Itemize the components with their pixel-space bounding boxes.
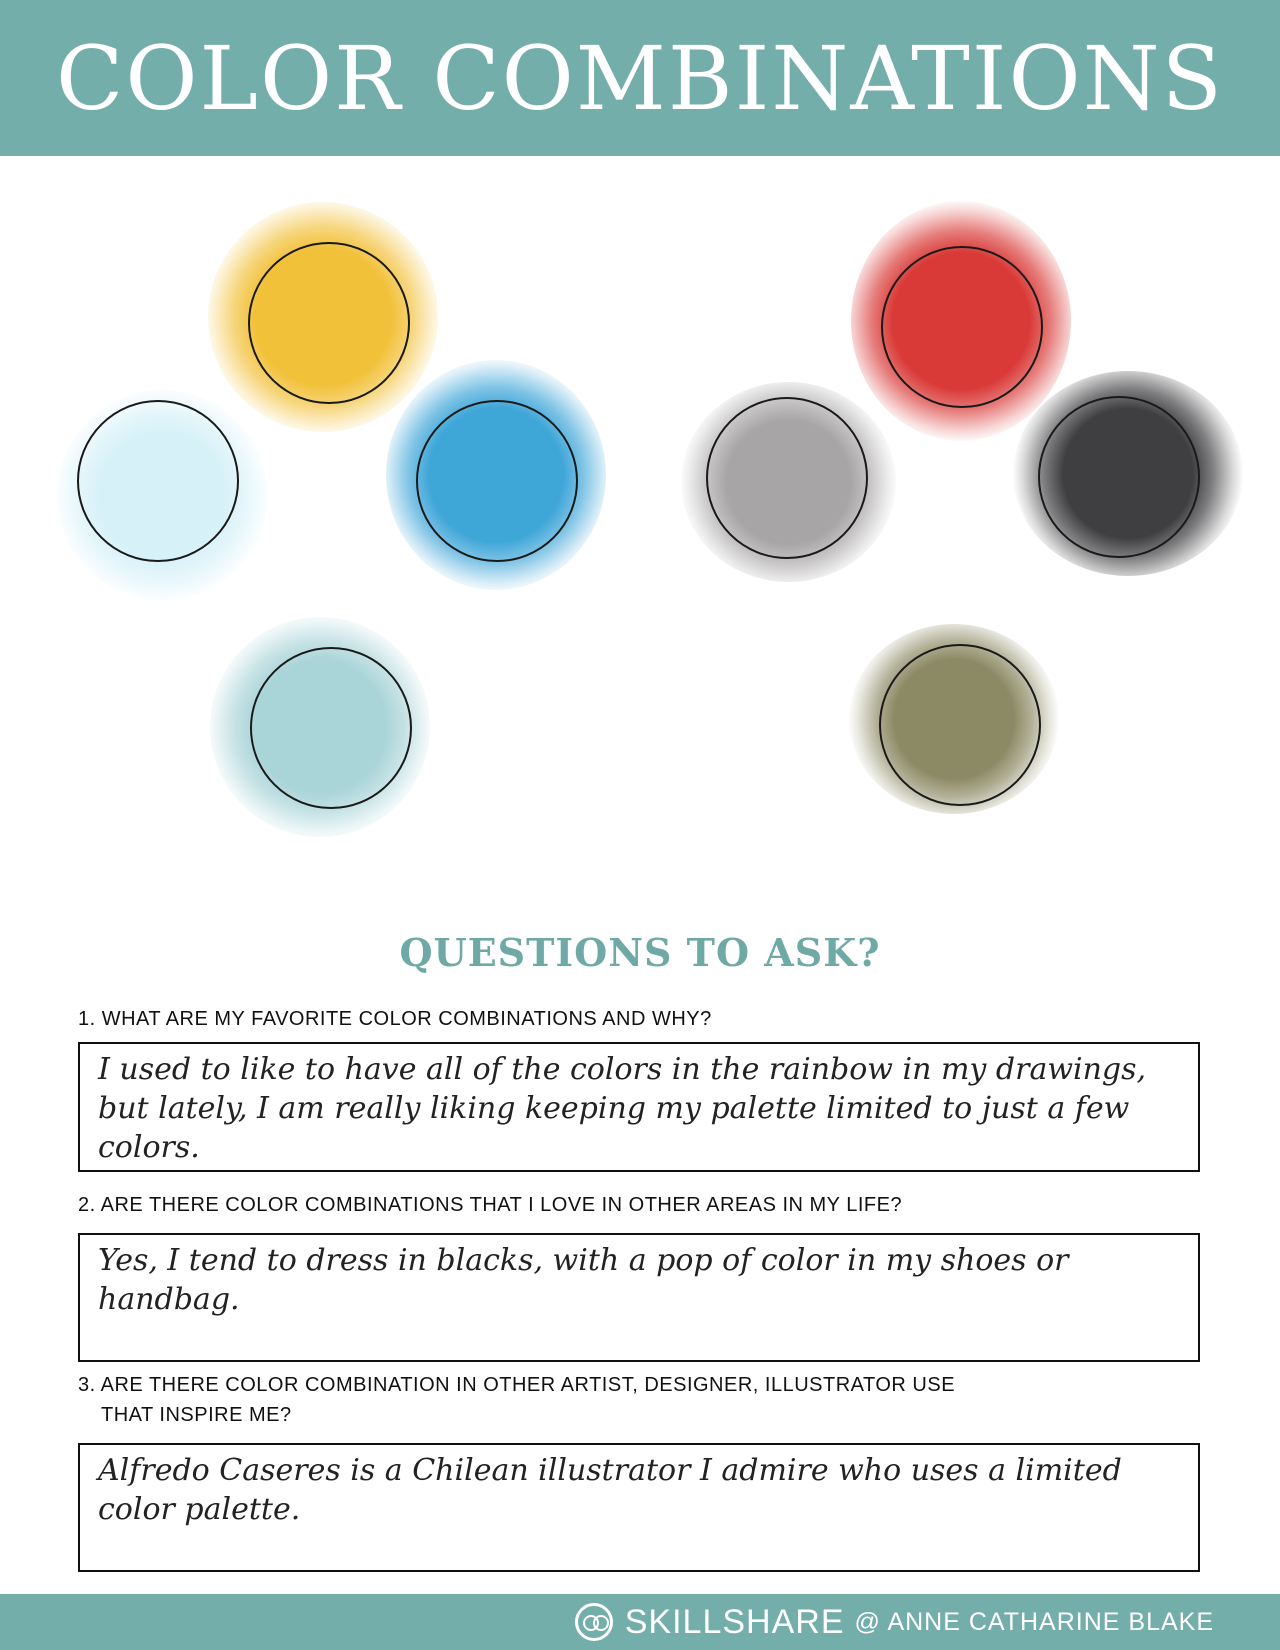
answer-2-text: Yes, I tend to dress in blacks, with a pop of color in my shoes or handbag. [98,1243,1069,1317]
palette-area [0,156,1280,916]
brand-name: SKILLSHARE [624,1602,845,1641]
question-1 [78,1004,712,1034]
swatch-ring [1038,396,1200,558]
swatch-olive [879,644,1041,806]
swatch-red [881,246,1043,408]
author-credit: @ ANNE CATHARINE BLAKE [854,1607,1214,1636]
swatch-ring [416,400,578,562]
page-title: COLOR COMBINATIONS [56,26,1224,130]
question-1-text: 1. WHAT ARE MY FAVORITE COLOR COMBINATIONS AND WHY? [78,1008,712,1030]
swatch-ring [250,647,412,809]
swatch-teal [250,647,412,809]
question-3 [78,1370,955,1430]
question-3-text: 3. ARE THERE COLOR COMBINATION IN OTHER ARTIST, DESIGNER, ILLUSTRATOR USE [78,1374,956,1396]
question-2 [78,1190,902,1220]
swatch-blue [416,400,578,562]
answer-3-text: Alfredo Caseres is a Chilean illustrator I admire who uses a limited color palette. [98,1453,1122,1527]
skillshare-logo-icon [575,1603,613,1641]
swatch-yellow [248,242,410,404]
answer-1-text: I used to like to have all of the colors in the rainbow in my drawings, but lately, I am really liking keeping my palette limited to just a few colors. [98,1052,1147,1165]
swatch-charcoal [1038,396,1200,558]
question-2-text: 2. ARE THERE COLOR COMBINATIONS THAT I LOVE IN OTHER AREAS IN MY LIFE? [78,1194,903,1216]
swatch-ring [248,242,410,404]
swatch-ring [881,246,1043,408]
question-3-text-line-2: THAT INSPIRE ME? [101,1404,292,1426]
answer-box-2[interactable] [78,1233,1200,1362]
questions-heading: QUESTIONS TO ASK? [399,930,881,975]
swatch-ring [879,644,1041,806]
answer-box-1[interactable] [78,1042,1200,1172]
swatch-light-blue [77,400,239,562]
page-footer [0,1594,1280,1650]
page-header [0,0,1280,156]
answer-box-3[interactable] [78,1443,1200,1572]
swatch-ring [706,397,868,559]
brand-credit [575,1602,1214,1642]
swatch-gray [706,397,868,559]
swatch-ring [77,400,239,562]
